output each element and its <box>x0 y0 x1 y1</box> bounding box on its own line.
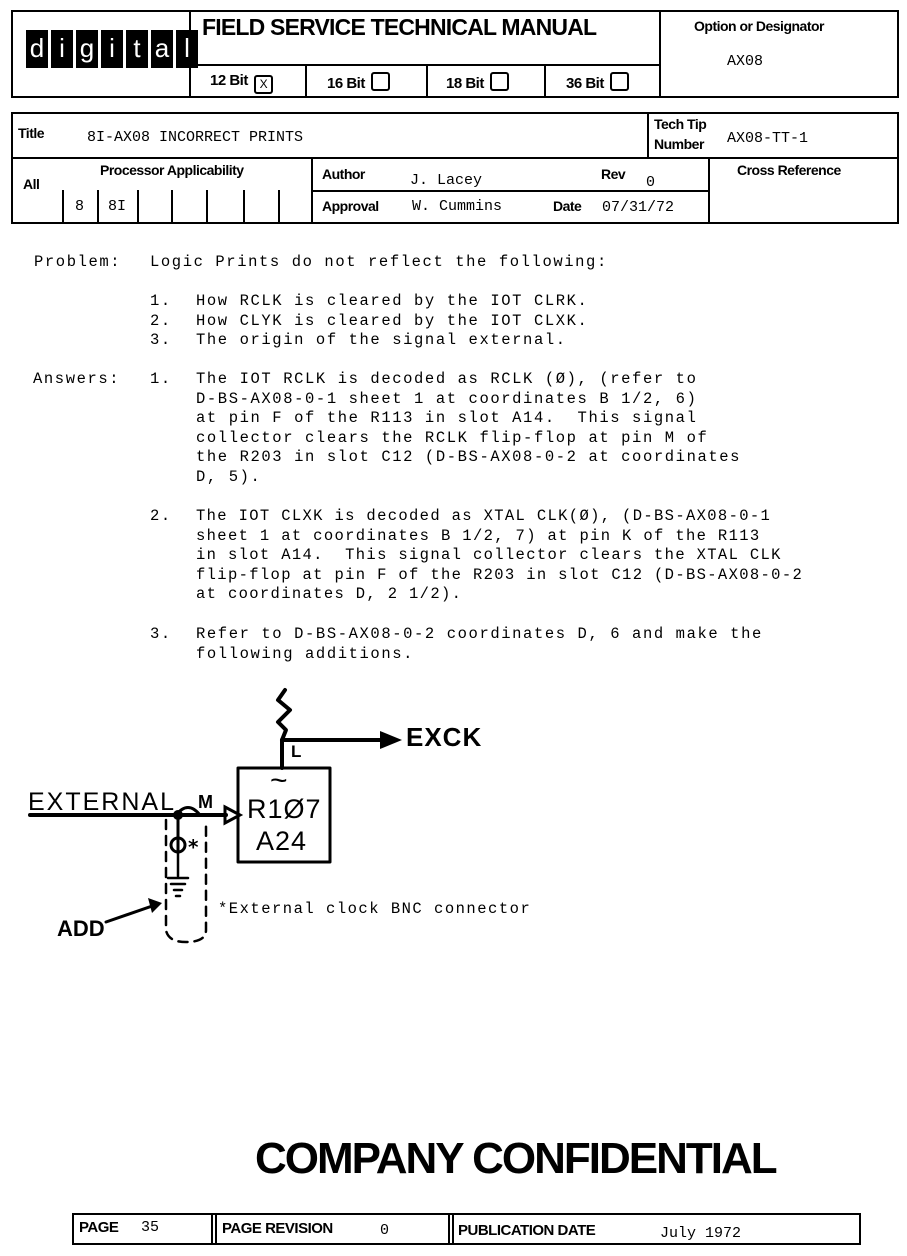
checkbox-18-bit[interactable] <box>490 72 509 91</box>
confidential-stamp-clip <box>255 1134 776 1190</box>
manual-title: FIELD SERVICE TECHNICAL MANUAL <box>202 14 597 40</box>
all-label: All <box>23 176 40 192</box>
logo-letter-2: g <box>76 30 98 68</box>
problem-label: Problem: <box>34 253 122 271</box>
rev-value: 0 <box>646 174 656 191</box>
bit-option-18: 18 Bit <box>446 72 509 92</box>
page-revision-value: 0 <box>380 1222 390 1239</box>
pin-l-label: L <box>291 742 302 761</box>
approval-value: W. Cummins <box>412 198 503 215</box>
output-arrowhead <box>380 731 402 749</box>
problem-1-num: 1. <box>150 292 172 310</box>
answer-3-text: Refer to D-BS-AX08-0-2 coordinates D, 6 and make the following additions. <box>196 625 763 663</box>
cross-reference-label: Cross Reference <box>737 162 841 178</box>
answers-label: Answers: <box>33 370 121 388</box>
break-squiggle <box>278 690 290 740</box>
problem-text: Logic Prints do not reflect the following: <box>150 253 608 271</box>
approval-label: Approval <box>322 198 379 214</box>
pin-m-label: M <box>198 792 213 812</box>
date-value: 07/31/72 <box>602 199 675 216</box>
problem-2-text: How CLYK is cleared by the IOT CLXK. <box>196 312 589 330</box>
bit-option-16: 16 Bit <box>327 72 390 92</box>
problem-3-text: The origin of the signal external. <box>196 331 567 349</box>
publication-date-label: PUBLICATION DATE <box>458 1222 596 1239</box>
title-label: Title <box>18 125 45 141</box>
logo-letter-3: i <box>101 30 123 68</box>
processor-applicability-label: Processor Applicability <box>100 162 244 178</box>
answer-2-text: The IOT CLXK is decoded as XTAL CLK(Ø), (D-BS-AX08-0-1 sheet 1 at coordinates B 1/2, 7) at pin K of the R113 in slot A14. This signal collector clears the XTAL CLK flip-flop at pin F of the R203 in slot C12 (D-BS-AX08-0-2 at coordinates D, 2 1/2). <box>196 507 804 604</box>
add-arrowhead <box>148 898 162 913</box>
logo-letter-0: d <box>26 30 48 68</box>
bit-option-36: 36 Bit <box>566 72 629 92</box>
processor-8: 8 <box>75 198 85 215</box>
answer-1-text: The IOT RCLK is decoded as RCLK (Ø), (refer to D-BS-AX08-0-1 sheet 1 at coordinates B 1/2, 6) at pin F of the R113 in slot A14. This signal collector clears the RCLK flip-flop at pin M of the R203 in slot C12 (D-BS-AX08-0-2 at coordinates D, 5). <box>196 370 742 486</box>
processor-8i: 8I <box>108 198 127 215</box>
tech-tip-label: Tech Tip <box>654 116 707 132</box>
answer-2-num: 2. <box>150 507 172 525</box>
checkbox-12-bit[interactable]: X <box>254 75 273 94</box>
logo-letter-1: i <box>51 30 73 68</box>
publication-date-value: July 1972 <box>660 1225 742 1242</box>
bnc-dashed-box <box>166 820 206 942</box>
ground-symbol <box>168 852 188 896</box>
digital-logo <box>26 30 198 68</box>
bnc-footnote: *External clock BNC connector <box>218 900 532 918</box>
date-label: Date <box>553 198 582 214</box>
module-name: R1Ø7 <box>247 794 322 824</box>
input-signal-label: EXTERNAL <box>28 788 176 816</box>
designator-value: AX08 <box>727 53 764 70</box>
logo-letter-5: a <box>151 30 173 68</box>
checkbox-36-bit[interactable] <box>610 72 629 91</box>
bit-option-12: 12 Bit X <box>210 72 273 94</box>
rev-label: Rev <box>601 166 626 182</box>
answer-1-num: 1. <box>150 370 172 388</box>
confidential-stamp: COMPANY CONFIDENTIAL <box>255 1134 776 1183</box>
logo-letter-6: l <box>176 30 198 68</box>
page-revision-label: PAGE REVISION <box>222 1220 333 1237</box>
add-label: ADD <box>57 916 105 941</box>
author-value: J. Lacey <box>410 172 483 189</box>
designator-label: Option or Designator <box>694 18 824 34</box>
problem-2-num: 2. <box>150 312 172 330</box>
output-signal-label: EXCK <box>406 722 483 752</box>
tech-tip-number-label: Number <box>654 136 704 152</box>
bnc-asterisk: * <box>188 835 199 859</box>
problem-1-text: How RCLK is cleared by the IOT CLRK. <box>196 292 589 310</box>
problem-3-num: 3. <box>150 331 172 349</box>
page-value: 35 <box>141 1219 160 1236</box>
checkbox-16-bit[interactable] <box>371 72 390 91</box>
module-tilde: ~ <box>270 764 288 797</box>
author-label: Author <box>322 166 365 182</box>
module-slot: A24 <box>256 826 308 856</box>
page-label: PAGE <box>79 1219 119 1236</box>
add-arrow <box>106 904 158 922</box>
logo-letter-4: t <box>126 30 148 68</box>
tech-tip-value: AX08-TT-1 <box>727 130 809 147</box>
answer-3-num: 3. <box>150 625 172 643</box>
title-value: 8I-AX08 INCORRECT PRINTS <box>87 129 304 146</box>
